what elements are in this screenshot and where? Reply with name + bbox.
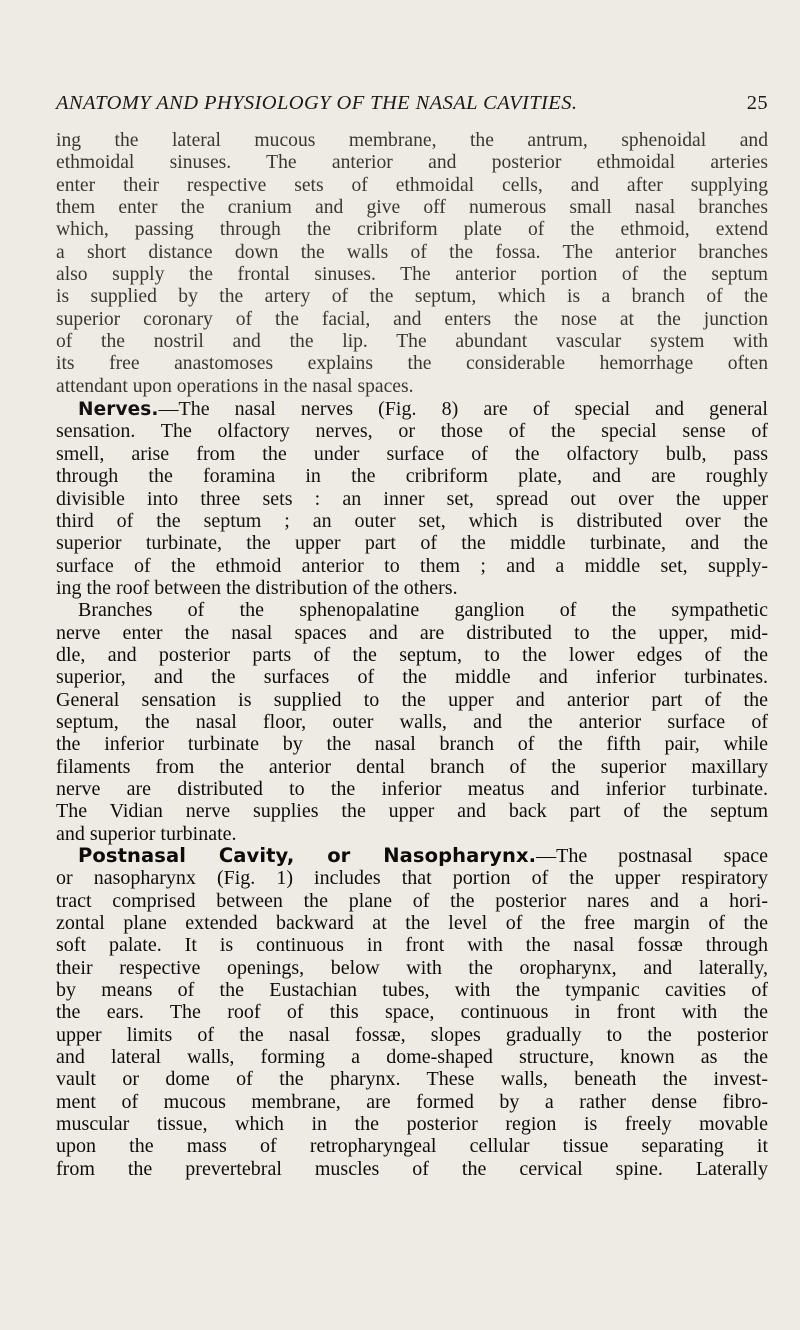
text-line: the ears. The roof of this space, continuous in front with the (56, 1001, 768, 1024)
text-line: nerve are distributed to the inferior meatus and inferior turbinate. (56, 777, 768, 800)
text-line: divisible into three sets : an inner set, spread out over the upper (56, 487, 768, 510)
text-line: attendant upon operations in the nasal spaces. (56, 375, 414, 397)
text-line: the inferior turbinate by the nasal branch of the fifth pair, while (56, 733, 768, 756)
text-line: dle, and posterior parts of the septum, to the lower edges of the (56, 643, 768, 666)
text-line (56, 398, 768, 420)
text-line: ethmoidal sinuses. The anterior and posterior ethmoidal arteries (56, 152, 768, 174)
text-line: by means of the Eustachian tubes, with the tympanic cavities of (56, 979, 768, 1002)
paragraph (56, 130, 768, 398)
text-line: tract comprised between the plane of the posterior nares and a hori- (56, 889, 768, 912)
text-line: smell, arise from the under surface of the olfactory bulb, pass (56, 442, 768, 465)
text-line: zontal plane extended backward at the level of the free margin of the (56, 912, 768, 935)
text-line: and superior turbinate. (56, 822, 237, 845)
text-line: vault or dome of the pharynx. These walls, beneath the invest- (56, 1068, 768, 1091)
text-line: ing the roof between the distribution of the others. (56, 576, 458, 599)
text-line: and lateral walls, forming a dome-shaped structure, known as the (56, 1046, 768, 1069)
text-line: them enter the cranium and give off numerous small nasal branches (56, 197, 768, 219)
line-text: —The postnasal space (536, 845, 768, 867)
text-line: or nasopharynx (Fig. 1) includes that portion of the upper respiratory (56, 867, 768, 890)
line-text: —The nasal nerves (Fig. 8) are of special and general (158, 398, 768, 421)
text-line: is supplied by the artery of the septum, which is a branch of the (56, 286, 768, 308)
text-line: sensation. The olfactory nerves, or those of the special sense of (56, 420, 768, 443)
text-line: of the nostril and the lip. The abundant vascular system with (56, 331, 768, 353)
section-heading: Postnasal Cavity, or Nasopharynx. (78, 845, 537, 867)
running-header (56, 92, 768, 120)
text-line: filaments from the anterior dental branch of the superior maxillary (56, 755, 768, 778)
text-line: nerve enter the nasal spaces and are distributed to the upper, mid- (56, 621, 768, 644)
text-line: upon the mass of retropharyngeal cellular tissue separating it (56, 1135, 768, 1158)
text-line: their respective openings, below with the oropharynx, and laterally, (56, 956, 768, 979)
text-line: superior, and the surfaces of the middle and inferior turbinates. (56, 666, 768, 689)
paragraph (56, 599, 768, 845)
text-line: septum, the nasal floor, outer walls, and the anterior surface of (56, 710, 768, 733)
text-line: surface of the ethmoid anterior to them ; and a middle set, supply- (56, 554, 768, 577)
text-line: The Vidian nerve supplies the upper and back part of the septum (56, 800, 768, 823)
section-heading: Nerves. (78, 399, 159, 421)
text-line: third of the septum ; an outer set, which is distributed over the (56, 509, 768, 532)
text-line: from the prevertebral muscles of the cervical spine. Laterally (56, 1157, 768, 1180)
text-line: superior turbinate, the upper part of the middle turbinate, and the (56, 532, 768, 555)
text-line: also supply the frontal sinuses. The anterior portion of the septum (56, 264, 768, 286)
text-line: a short distance down the walls of the fossa. The anterior branches (56, 241, 768, 263)
text-line: superior coronary of the facial, and enters the nose at the junction (56, 308, 768, 330)
text-line: ing the lateral mucous membrane, the antrum, sphenoidal and (56, 130, 768, 151)
text-line: General sensation is supplied to the upper and anterior part of the (56, 688, 768, 711)
text-line: its free anastomoses explains the considerable hemorrhage often (56, 353, 768, 375)
running-title: ANATOMY AND PHYSIOLOGY OF THE NASAL CAVITIES. (56, 92, 578, 114)
page-number: 25 (746, 92, 768, 114)
text-line: which, passing through the cribriform plate of the ethmoid, extend (56, 219, 768, 241)
text-line: Branches of the sphenopalatine ganglion of the sympathetic (78, 599, 768, 622)
text-line: soft palate. It is continuous in front with the nasal fossæ through (56, 934, 768, 957)
paragraph (56, 398, 768, 599)
paragraph (56, 845, 768, 1180)
text-line: upper limits of the nasal fossæ, slopes gradually to the posterior (56, 1023, 768, 1046)
text-line: ment of mucous membrane, are formed by a rather dense fibro- (56, 1090, 768, 1113)
text-line: muscular tissue, which in the posterior region is freely movable (56, 1113, 768, 1136)
body-text (56, 130, 768, 1180)
text-line (56, 845, 768, 867)
text-line: enter their respective sets of ethmoidal cells, and after supplying (56, 174, 768, 196)
text-line: through the foramina in the cribriform plate, and are roughly (56, 465, 768, 488)
